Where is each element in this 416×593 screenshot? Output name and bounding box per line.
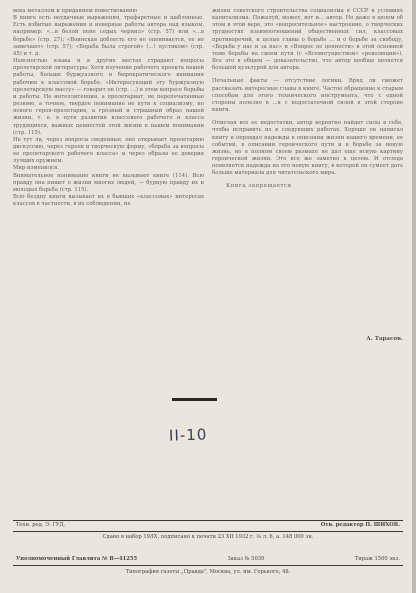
article-left-column <box>13 8 204 308</box>
scan-edge <box>412 0 416 593</box>
paragraph: Неясностью языка и в других местах страдают вопросы пролетарской литературы. Хотя изучение рабочего проекта нашей работы, больше буржуазного и бюрократического внимания рабочим к классовой борьбе. «Интересующий эту буржуазную пролетарскую массу» — говорит он (стр. ...) в этом вопросе борьбы и работы. Не интеллигенция, а пролетариат, не перепечатанные резюме, а точное, твердое понимание не пути к социализму, но ясного героя-пролетария, а грозный и страшный образ нашей жизни, т. е. в пути развития классового рабочего и класса трудящихся, важных ценностей этой жизни в нашем понимании (стр. 115). <box>13 58 204 136</box>
paragraph: века металлом и приданием повествованию <box>13 8 138 14</box>
print-run: Тираж 1500 экз. <box>354 556 400 562</box>
paragraph: Всю бездну книги вызывает их в бывших «классовых» интересах классов в частности, в их соблюдении, их <box>13 194 204 208</box>
author-signature: А. Тарасов. <box>366 336 403 342</box>
tech-editor: Техн. ред. Э. ГУД. <box>16 522 66 528</box>
paragraph: Печальные факты — отсутствие логики. Вряд ли сможет рассказать интересные главы в книге. Частое обращение к старым способам для этого технического инструмента, что с одной стороны полезно в ...я с недостаточной силой в этой стороне книги. <box>212 78 403 114</box>
imprint-middle-rule <box>13 531 403 532</box>
print-details: Сдано в набор 19/IX, подписано к печати 23 XII 1932 г. ⅛ л. 6, а. 148 000 зн. <box>102 534 314 540</box>
publication-registry-line <box>16 556 400 563</box>
paragraph: В книге есть неудачные выражения, трафаретные и шаблонные. Есть избитые выражения и неверные работы автора над языком, например: «...в белой пене седых чернил» (стр. 57) или «...в борьбе» (стр. 27); «Воинская доблесть его не оценивается, ее не замечают» (стр. 57); «Борьба была строгой» (...) пустяком» (стр. 45) и т. д. <box>13 15 204 57</box>
imprint-bottom-rule <box>13 565 403 566</box>
section-divider <box>172 398 217 401</box>
paragraph: жизни советского строительства социализма в СССР в условиях капитализма. Пожалуй, может, вот и... автор. Но даже в целом об этом в этой вере, это «вопросительное» настроение, о творческих трудностях взаимоотношений общественных сил, классовых противоречий, и целые главы о борьбе ... и о борьбе за свободу, «Борьба у нас и за нас» и «Вопрос ее ценности» в этой основной теме борьбы на своем пути (с «Всемогуществом» «революции»). Все это в общем — доказательство, что автор вообще является большой культурой для автора. <box>212 8 403 72</box>
paragraph: Внимательное понимание книги не вызывает книге (114). Всю правду она пишет о жизни многих людей, — бурную правду их и молодых борьба (стр. 115). <box>13 172 204 193</box>
responsible-editor: Отв. редактор П. ШИХОВ. <box>320 522 400 528</box>
censor-number: Уполномоченный Главлита № В—41255 <box>16 556 138 562</box>
imprint-top-rule <box>13 520 403 521</box>
order-number: Заказ № 5039 <box>227 556 265 562</box>
article-right-column <box>212 8 403 338</box>
paragraph: Отмечая все ее недостатки, автор вероятно найдет силы в себе, чтобы исправить их в следующих работах. Хорошо он написал книгу и оправдал надежды в описании жизни нашего времени, ее событий, в описании героического пути и в борьбе за новую жизнь, но в полном своем размахе не дал еще ясную картину героической жизни. Это все же заметно в целом. И отсюда появляется надежда на его новую книгу, в которой он сумеет дать больше материала для читательского мира. <box>212 120 403 177</box>
handwritten-archive-mark: II-10 <box>168 425 208 445</box>
paragraph: Не тут ли, через вопросы сведенные, оно открывает пролетарию дискуссию, через героев и творческую форму, «борьба за вопросы ее пролетарского рабочего класса» и через образы ее доверия лучших оружием. <box>13 136 204 165</box>
closing-line: Книга запрещается <box>226 183 292 190</box>
paragraph: Мир изменился. <box>13 165 60 172</box>
printing-house: Типография газеты „Правда", Москва, ул. им. Горького, 48. <box>125 569 291 575</box>
